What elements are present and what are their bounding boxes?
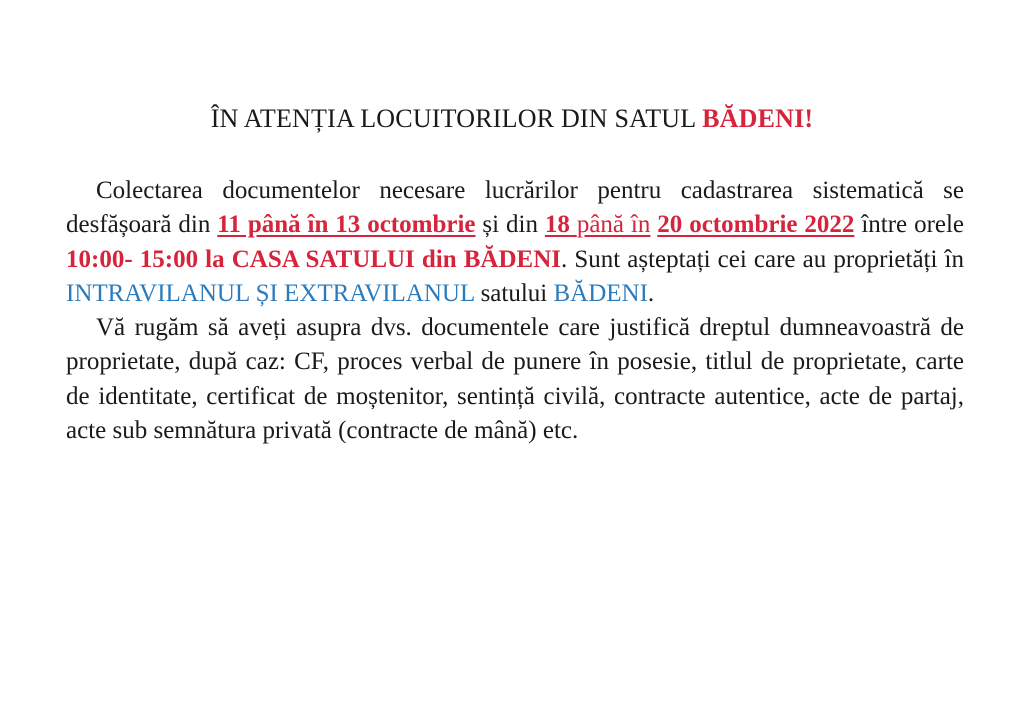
first-period: 11 până în 13 octombrie	[217, 211, 476, 239]
document-body	[66, 174, 964, 448]
paragraph-schedule	[66, 174, 964, 311]
second-period-end: 20 octombrie 2022	[657, 211, 855, 239]
second-period-until: până în	[576, 211, 651, 239]
invited-text: . Sunt așteptați cei care au proprietăți în	[560, 245, 964, 273]
second-period-start: 18	[544, 211, 570, 239]
paragraph-end: .	[647, 279, 655, 307]
schedule-intro: Colectarea documentelor necesare lucrărilor pentru cadastrarea sistematică se desfășoară din	[66, 177, 964, 239]
title-village-name: BĂDENI!	[702, 104, 814, 133]
village-name: BĂDENI	[553, 279, 648, 307]
title-prefix: ÎN ATENȚIA LOCUITORILOR DIN SATUL	[210, 104, 703, 133]
between-hours-text: între orele	[854, 211, 965, 239]
second-period-space	[570, 211, 577, 238]
hours-and-location: 10:00- 15:00 la CASA SATULUI din BĂDENI	[66, 245, 561, 273]
and-from-text: și din	[475, 211, 545, 239]
property-areas: INTRAVILANUL ȘI EXTRAVILANUL	[66, 279, 475, 307]
of-village-text: satului	[474, 279, 554, 307]
paragraph-required-documents: Vă rugăm să aveți asupra dvs. documentele care justifică dreptul dumneavoastră de proprietate, după caz: CF, proces verbal de punere în posesie, titlul de proprietate, carte de identitate, certificat de moștenitor, sentință civilă, contracte autentice, acte de partaj, acte sub semnătura privată (contracte de mână) etc.	[66, 314, 964, 445]
page-title	[0, 104, 1024, 134]
